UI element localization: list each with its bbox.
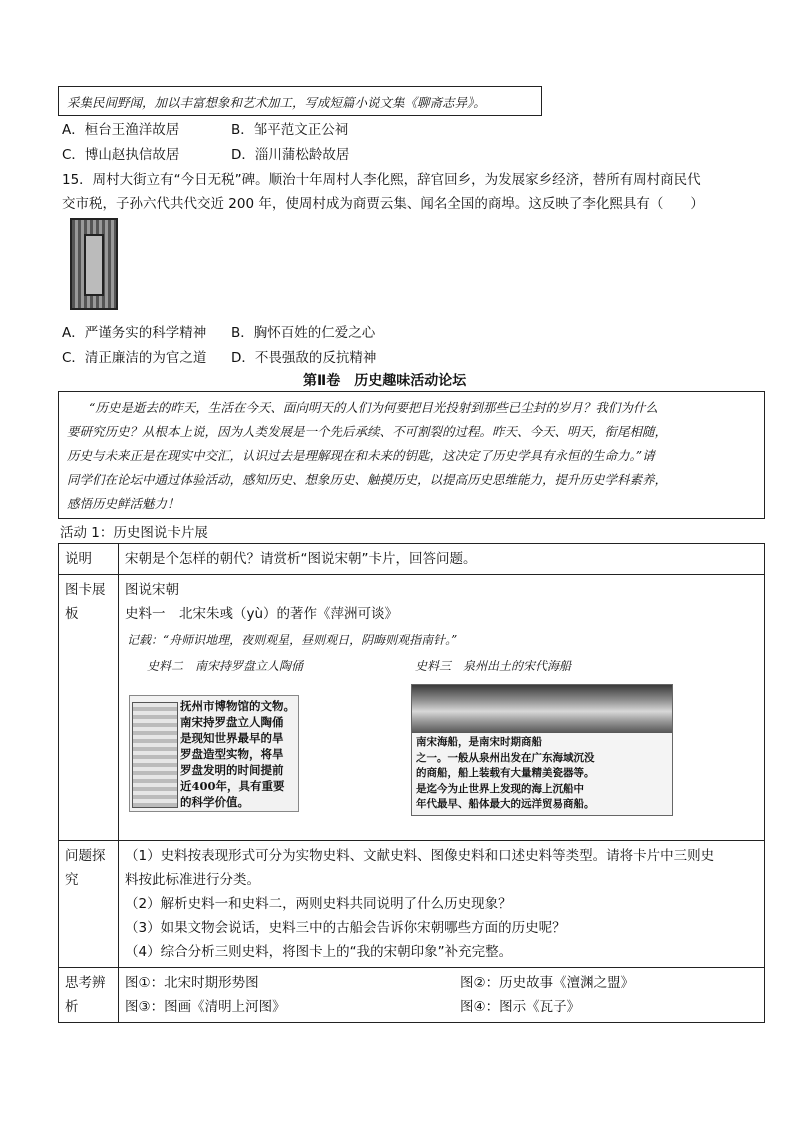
caption-line: 南宋持罗盘立人陶俑 <box>180 715 284 729</box>
q14-option-b: B．邹平范文正公祠 <box>231 122 349 138</box>
question-line: （3）如果文物会说话，史料三中的古船会告诉你宋朝哪些方面的历史呢？ <box>125 920 566 936</box>
q15-option-c: C．清正廉洁的为官之道 <box>62 350 207 366</box>
q15-stem-line1: 15．周村大街立有“今日无税”碑。顺治十年周村人李化熙，辞官回乡，为发展家乡经济，替所有周村商民代 <box>62 172 701 188</box>
caption-line: 近400年，具有重要 <box>180 779 285 793</box>
source-1-record: 记载：“舟师识地理，夜则观星，昼则观日，阴晦则观指南针。” <box>127 633 458 647</box>
stele-photo <box>70 218 118 310</box>
caption-line: 南宋海船，是南宋时期商船 <box>416 736 542 748</box>
ship-photo <box>411 684 673 816</box>
caption-line: 是现知世界最早的旱 <box>180 731 284 745</box>
source-2-title: 史料二 南宋持罗盘立人陶俑 <box>147 659 304 673</box>
card-title: 图说宋朝 <box>125 582 179 598</box>
activity-table <box>58 543 765 1023</box>
intro-line: 同学们在论坛中通过体验活动，感知历史、想象历史、触摸历史，以提高历史思维能力，提升历史学科素养， <box>67 472 668 487</box>
source-3-title: 史料三 泉州出土的宋代海船 <box>415 659 572 673</box>
scanned-text: 采集民间野闻，加以丰富想象和艺术加工，写成短篇小说文集《聊斋志异》。 <box>67 95 486 110</box>
figurine-image <box>132 702 178 808</box>
think-item: 图①：北宋时期形势图 <box>125 975 259 991</box>
q14-option-a: A．桓台王渔洋故居 <box>62 122 180 138</box>
section-title: 第Ⅱ卷 历史趣味活动论坛 <box>303 373 467 389</box>
ship-hull-image <box>412 685 672 733</box>
source-1: 史料一 北宋朱彧（yù）的著作《萍洲可谈》 <box>125 606 399 622</box>
caption-line: 抚州市博物馆的文物。 <box>180 699 295 713</box>
question-line: 料按此标准进行分类。 <box>125 872 260 888</box>
q14-option-d: D．淄川蒲松龄故居 <box>231 147 350 163</box>
table-row <box>59 968 765 1023</box>
question-line: （2）解析史料一和史料二，两则史料共同说明了什么历史现象？ <box>125 896 512 912</box>
question-line: （4）综合分析三则史料，将图卡上的“我的宋朝印象”补充完整。 <box>125 944 513 960</box>
caption-line: 的科学价值。 <box>180 795 249 809</box>
caption-line: 是迄今为止世界上发现的海上沉船中 <box>416 782 584 795</box>
caption-line: 之一。一般从泉州出发在广东海域沉没 <box>416 751 595 764</box>
caption-line: 罗盘发明的时间提前 <box>180 763 284 777</box>
intro-quote-box <box>58 391 765 519</box>
think-cell <box>119 968 765 1023</box>
row-label-explain: 说明 <box>59 544 119 575</box>
label-part: 究 <box>65 872 79 888</box>
row-label-questions <box>59 841 119 968</box>
questions-cell <box>119 841 765 968</box>
scanned-text-box <box>58 86 542 116</box>
q15-option-d: D．不畏强敌的反抗精神 <box>231 350 377 366</box>
q15-option-b: B．胸怀百姓的仁爱之心 <box>231 325 376 341</box>
table-row <box>59 841 765 968</box>
row-label-think <box>59 968 119 1023</box>
intro-line: “历史是逝去的昨天，生活在今天、面向明天的人们为何要把目光投射到那些已尘封的岁月？我们为什么 <box>89 400 658 415</box>
table-row <box>59 544 765 575</box>
think-item: 图②：历史故事《澶渊之盟》 <box>460 975 635 991</box>
think-item: 图③：图画《清明上河图》 <box>125 999 286 1015</box>
intro-line: 感悟历史鲜活魅力！ <box>67 496 180 511</box>
q15-stem-line2: 交市税，子孙六代共代交近 200 年，使周村成为商贾云集、闻名全国的商埠。这反映了李化熙具有（ ） <box>62 196 704 212</box>
label-part: 析 <box>65 999 79 1015</box>
think-item: 图④：图示《瓦子》 <box>460 999 581 1015</box>
question-line: （1）史料按表现形式可分为实物史料、文献史料、图像史料和口述史料等类型。请将卡片中三则史 <box>125 848 715 864</box>
table-row <box>59 575 765 841</box>
label-part: 板 <box>65 606 79 622</box>
activity-title: 活动 1：历史图说卡片展 <box>60 525 208 541</box>
card-cell <box>119 575 765 841</box>
label-part: 图卡展 <box>65 582 106 598</box>
explain-text: 宋朝是个怎样的朝代？请赏析“图说宋朝”卡片，回答问题。 <box>119 544 765 575</box>
label-part: 问题探 <box>65 848 106 864</box>
caption-line: 年代最早、船体最大的远洋贸易商船。 <box>416 798 595 810</box>
label-part: 思考辨 <box>65 975 106 991</box>
q14-option-c: C．博山赵执信故居 <box>62 147 180 163</box>
pottery-figure-photo <box>129 695 299 812</box>
row-label-card <box>59 575 119 841</box>
intro-line: 要研究历史？从根本上说，因为人类发展是一个先后承续、不可割裂的过程。昨天、今天、明天，衔尾相随， <box>67 424 668 439</box>
caption-line: 罗盘造型实物，将旱 <box>180 747 284 761</box>
caption-line: 的商船，船上装载有大量精美瓷器等。 <box>416 767 595 779</box>
intro-line: 历史与未来正是在现实中交汇，认识过去是理解现在和未来的钥匙，这决定了历史学具有永恒的生命力。”请 <box>67 448 655 463</box>
q15-option-a: A．严谨务实的科学精神 <box>62 325 207 341</box>
